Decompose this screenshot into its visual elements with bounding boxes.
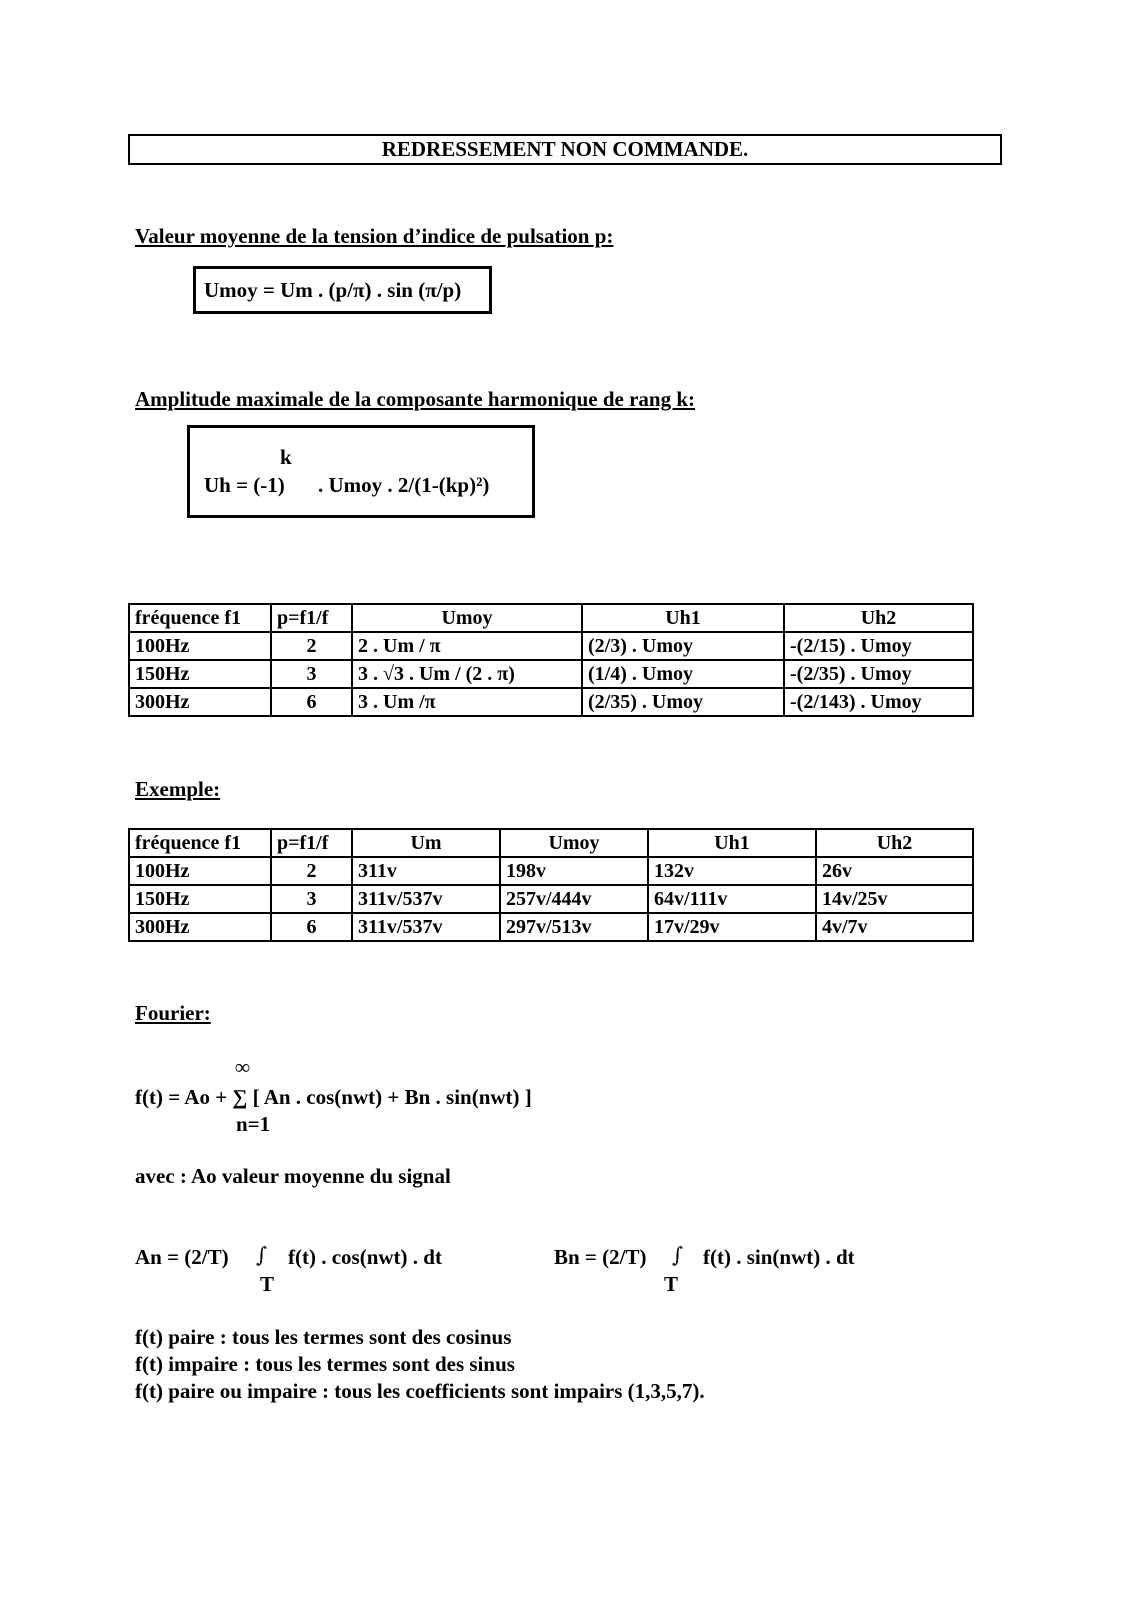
fourier-series-formula: f(t) = Ao + ∑ [ An . cos(nwt) + Bn . sin(nwt) ] <box>135 1085 532 1109</box>
table-cell: 311v <box>352 857 500 885</box>
table-cell: 100Hz <box>129 632 271 660</box>
section-heading-mean-voltage: Valeur moyenne de la tension d’indice de pulsation p: <box>135 224 614 248</box>
table-header-cell: Umoy <box>352 604 582 632</box>
table-cell: 300Hz <box>129 688 271 716</box>
table-cell: 17v/29v <box>648 913 816 941</box>
section-heading-example: Exemple: <box>135 777 221 801</box>
table-header-row <box>129 829 973 857</box>
bn-formula-left: Bn = (2/T) <box>554 1245 647 1269</box>
harmonic-formula-box <box>187 425 535 518</box>
table-header-row <box>129 604 973 632</box>
table-cell: 311v/537v <box>352 885 500 913</box>
table-cell: 150Hz <box>129 660 271 688</box>
table-cell: 3 <box>271 660 352 688</box>
table-row <box>129 688 973 716</box>
table-cell: 64v/111v <box>648 885 816 913</box>
table-cell: 257v/444v <box>500 885 648 913</box>
mean-voltage-formula-box <box>193 266 492 314</box>
table-header-cell: p=f1/f <box>271 604 352 632</box>
table-cell: -(2/143) . Umoy <box>784 688 973 716</box>
integral-icon: ∫ <box>672 1243 683 1267</box>
table-row <box>129 660 973 688</box>
table-header-cell: Um <box>352 829 500 857</box>
table-header-cell: Uh1 <box>582 604 784 632</box>
fourier-note-coefficients: f(t) paire ou impaire : tous les coefficients sont impairs (1,3,5,7). <box>135 1379 705 1403</box>
table-cell: -(2/15) . Umoy <box>784 632 973 660</box>
mean-voltage-formula: Umoy = Um . (p/π) . sin (π/p) <box>204 278 462 302</box>
table-cell: 2 . Um / π <box>352 632 582 660</box>
sum-lower-bound: n=1 <box>236 1112 271 1136</box>
table-cell: 311v/537v <box>352 913 500 941</box>
table-header-cell: Uh1 <box>648 829 816 857</box>
table-cell: (2/35) . Umoy <box>582 688 784 716</box>
table-row <box>129 885 973 913</box>
table-header-cell: Umoy <box>500 829 648 857</box>
table-cell: 6 <box>271 688 352 716</box>
table-cell: 14v/25v <box>816 885 973 913</box>
harmonic-exponent: k <box>280 445 292 469</box>
bn-integral-subscript: T <box>664 1272 679 1296</box>
an-formula-left: An = (2/T) <box>135 1245 229 1269</box>
integral-icon: ∫ <box>256 1243 267 1267</box>
an-integral-subscript: T <box>260 1272 275 1296</box>
fourier-note-odd: f(t) impaire : tous les termes sont des sinus <box>135 1352 515 1376</box>
harmonic-formula-left: Uh = (-1) <box>204 473 285 497</box>
harmonic-formula-right: . Umoy . 2/(1-(kp)²) <box>318 473 490 497</box>
table-cell: 2 <box>271 632 352 660</box>
sum-upper-bound: ∞ <box>235 1055 250 1079</box>
table-header-cell: fréquence f1 <box>129 829 271 857</box>
table-cell: 100Hz <box>129 857 271 885</box>
example-table <box>128 828 974 942</box>
page-title-text: REDRESSEMENT NON COMMANDE. <box>381 137 749 161</box>
table-cell: 198v <box>500 857 648 885</box>
table-cell: (2/3) . Umoy <box>582 632 784 660</box>
table-cell: 3 . √3 . Um / (2 . π) <box>352 660 582 688</box>
table-row <box>129 913 973 941</box>
harmonics-table <box>128 603 974 717</box>
fourier-note-even: f(t) paire : tous les termes sont des cosinus <box>135 1325 512 1349</box>
section-heading-harmonic-amplitude: Amplitude maximale de la composante harmonique de rang k: <box>135 387 696 411</box>
table-header-cell: Uh2 <box>816 829 973 857</box>
table-header-cell: fréquence f1 <box>129 604 271 632</box>
table-row <box>129 632 973 660</box>
table-cell: 297v/513v <box>500 913 648 941</box>
table-cell: 4v/7v <box>816 913 973 941</box>
page-title <box>128 134 1002 165</box>
table-cell: 300Hz <box>129 913 271 941</box>
table-cell: 150Hz <box>129 885 271 913</box>
table-cell: 26v <box>816 857 973 885</box>
table-cell: (1/4) . Umoy <box>582 660 784 688</box>
table-header-cell: Uh2 <box>784 604 973 632</box>
table-row <box>129 857 973 885</box>
table-cell: 3 . Um /π <box>352 688 582 716</box>
fourier-avec-line: avec : Ao valeur moyenne du signal <box>135 1164 451 1188</box>
table-cell: -(2/35) . Umoy <box>784 660 973 688</box>
section-heading-fourier: Fourier: <box>135 1001 211 1025</box>
table-cell: 3 <box>271 885 352 913</box>
bn-formula-right: f(t) . sin(nwt) . dt <box>703 1245 855 1269</box>
table-cell: 2 <box>271 857 352 885</box>
an-formula-right: f(t) . cos(nwt) . dt <box>288 1245 442 1269</box>
table-cell: 6 <box>271 913 352 941</box>
table-cell: 132v <box>648 857 816 885</box>
table-header-cell: p=f1/f <box>271 829 352 857</box>
